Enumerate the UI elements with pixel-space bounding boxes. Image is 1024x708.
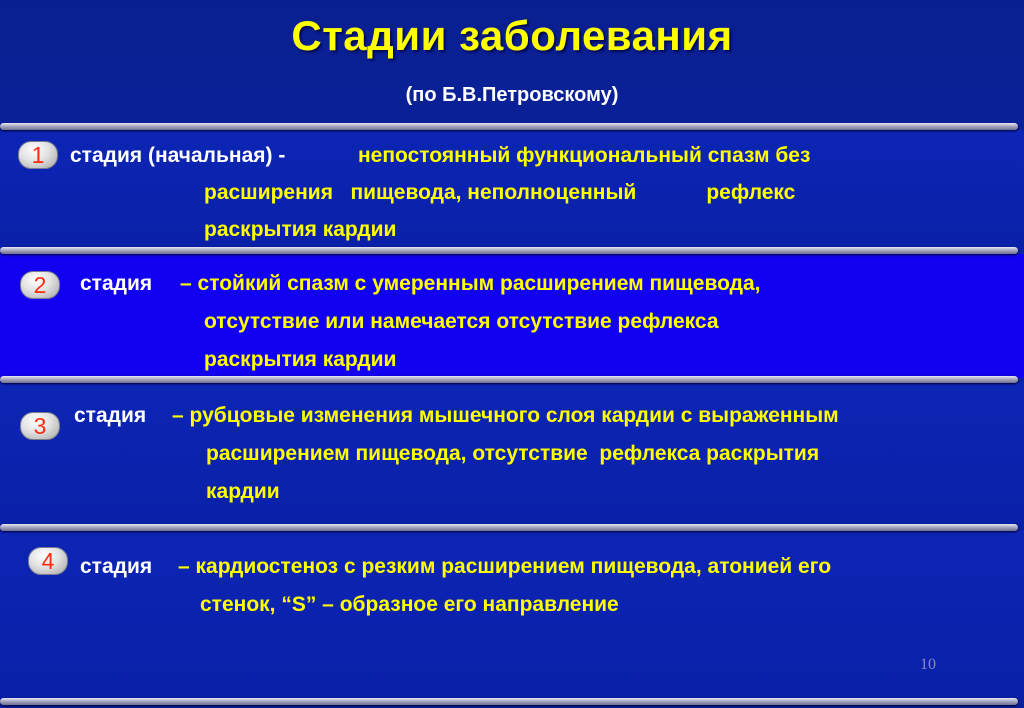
stage-1-label: стадия (начальная) -: [70, 144, 286, 167]
stage-1-line-3: раскрытия кардии: [204, 218, 397, 241]
stage-2-label: стадия: [80, 272, 153, 295]
stage-3-number-badge: 3: [20, 412, 60, 440]
slide-title: Стадии заболевания: [291, 12, 733, 59]
stage-4-label: стадия: [80, 555, 153, 578]
stage-4-line-2: стенок, “S” – образное его направление: [200, 593, 619, 616]
stage-3-line-3: кардии: [206, 480, 280, 503]
stage-1-line-1: непостоянный функциональный спазм без: [358, 144, 811, 167]
stage-2-number-badge: 2: [20, 271, 60, 299]
stage-4-number-badge: 4: [28, 547, 68, 575]
divider-top: [0, 123, 1018, 130]
divider-2: [0, 376, 1018, 383]
stage-3-label: стадия: [74, 404, 147, 427]
stage-1-line-2: расширения пищевода, неполноценный рефлекс: [204, 181, 796, 204]
stage-1-number-badge: 1: [18, 141, 58, 169]
stage-2-line-3: раскрытия кардии: [204, 348, 397, 371]
divider-3: [0, 524, 1018, 531]
slide-subtitle: (по Б.В.Петровскому): [405, 84, 619, 106]
stage-4-line-1: – кардиостеноз с резким расширением пищевода, атонией его: [178, 555, 832, 578]
stage-3-line-1: – рубцовые изменения мышечного слоя кардии с выраженным: [172, 404, 839, 427]
stage-2-line-1: – стойкий спазм с умеренным расширением пищевода,: [180, 272, 761, 295]
divider-1: [0, 247, 1018, 254]
divider-bottom: [0, 698, 1018, 705]
stage-2-line-2: отсутствие или намечается отсутствие рефлекса: [204, 310, 719, 333]
stage-3-line-2: расширением пищевода, отсутствие рефлекса раскрытия: [206, 442, 820, 465]
page-number: 10: [920, 656, 936, 673]
